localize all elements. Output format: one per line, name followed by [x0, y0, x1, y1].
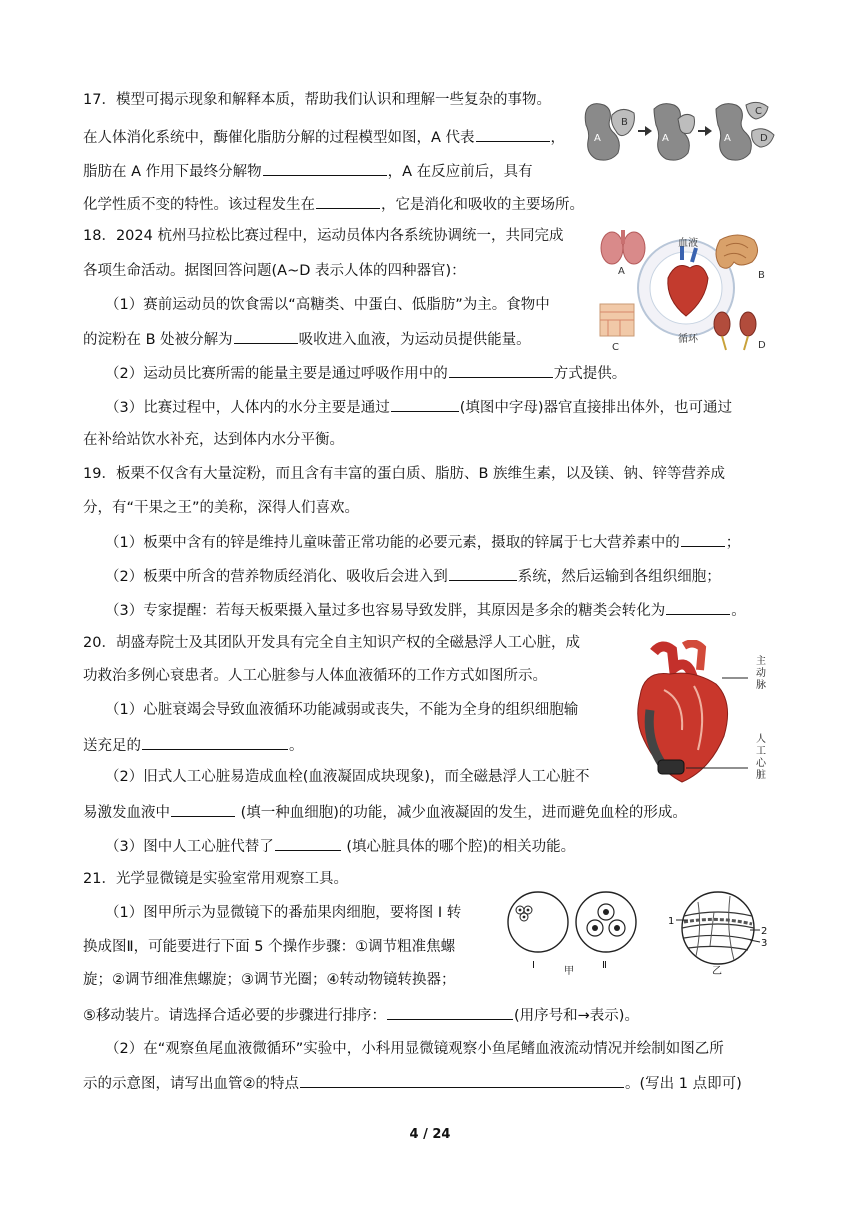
- fig-label: Ⅱ: [602, 960, 607, 971]
- q21-text: ⑤移动装片。请选择合适必要的步骤进行排序：: [83, 1008, 386, 1024]
- q18-part2: [105, 362, 626, 384]
- fig-label: 脏: [756, 770, 766, 781]
- answer-blank-21-1[interactable]: [387, 1004, 513, 1020]
- fig-label: C: [755, 106, 762, 117]
- answer-blank-18-2[interactable]: [449, 362, 553, 378]
- answer-blank-20-3[interactable]: [275, 835, 341, 851]
- q19-line2: 分，有“干果之王”的美称，深得人们喜欢。: [83, 500, 360, 516]
- q18-part1: （1）赛前运动员的饮食需以“高糖类、中蛋白、低脂肪”为主。食物中: [105, 297, 550, 313]
- q18-text: 的淀粉在 B 处被分解为: [83, 332, 233, 348]
- enzyme-model-figure: [582, 97, 777, 167]
- q20-text: 送充足的: [83, 738, 141, 754]
- q18-text: (填图中字母)器官直接排出体外，也可通过: [459, 400, 733, 416]
- q18-line1: 18．2024 杭州马拉松比赛过程中，运动员体内各系统协调统一，共同完成: [83, 228, 564, 244]
- q20-line2: 功救治多例心衰患者。人工心脏参与人体血液循环的工作方式如图所示。: [83, 668, 547, 684]
- q20-part1-cont: [83, 734, 304, 756]
- q19-part3: [105, 599, 746, 621]
- artificial-heart-figure: [624, 640, 780, 790]
- q20-text: 。: [289, 738, 304, 754]
- page-number: 4 / 24: [409, 1127, 451, 1142]
- fig-label: 血液: [678, 238, 698, 249]
- q17-text: 脂肪在 A 作用下最终分解物: [83, 164, 262, 180]
- q17-line3: [83, 160, 533, 182]
- organ-label: D: [758, 340, 766, 351]
- q19-text: （2）板栗中所含的营养物质经消化、吸收后会进入到: [105, 569, 448, 585]
- fig-label: 甲: [564, 966, 574, 976]
- q21-part2: （2）在“观察鱼尾血液微循环”实验中，小科用显微镜观察小鱼尾鳍血液流动情况并绘制如图乙所: [105, 1041, 724, 1057]
- fig-label: Ⅰ: [532, 960, 535, 971]
- fig-label: 动: [756, 668, 766, 679]
- q18-part3-cont: 在补给站饮水补充，达到体内水分平衡。: [83, 432, 344, 448]
- q17-line1: 17．模型可揭示现象和解释本质，帮助我们认识和理解一些复杂的事物。: [83, 92, 551, 108]
- answer-blank-21-2[interactable]: [300, 1072, 624, 1088]
- answer-blank-17-1[interactable]: [476, 126, 550, 142]
- fig-label: 循环: [678, 334, 698, 345]
- answer-blank-18-3[interactable]: [391, 396, 459, 412]
- q19-text: （1）板栗中含有的锌是维持儿童味蕾正常功能的必要元素，摄取的锌属于七大营养素中的: [105, 535, 680, 551]
- fig-label: 工: [756, 746, 766, 757]
- answer-blank-19-3[interactable]: [666, 599, 730, 615]
- q18-text: （2）运动员比赛所需的能量主要是通过呼吸作用中的: [105, 366, 448, 382]
- q18-text: 方式提供。: [553, 366, 627, 382]
- q20-text: （3）图中人工心脏代替了: [105, 839, 274, 855]
- q20-part1: （1）心脏衰竭会导致血液循环功能减弱或丧失，不能为全身的组织细胞输: [105, 702, 579, 718]
- q21-text: (用序号和→表示)。: [514, 1008, 639, 1024]
- q21-part1-cont1: 换成图Ⅱ，可能要进行下面 5 个操作步骤：①调节粗准焦螺: [83, 939, 456, 955]
- q19-text: （3）专家提醒：若每天板栗摄入量过多也容易导致发胖，其原因是多余的糖类会转化为: [105, 603, 666, 619]
- q17-line4: [83, 193, 584, 215]
- q19-part1: [105, 531, 740, 553]
- fig-label: A: [662, 133, 669, 144]
- answer-blank-19-2[interactable]: [449, 565, 517, 581]
- fig-label: 主: [756, 656, 766, 667]
- organ-label: B: [758, 270, 765, 281]
- answer-blank-19-1[interactable]: [681, 531, 725, 547]
- fig-label: 心: [756, 758, 766, 769]
- fig-label: 2: [761, 926, 768, 937]
- q19-text: 系统，然后运输到各组织细胞；: [517, 569, 721, 585]
- q21-part1: （1）图甲所示为显微镜下的番茄果肉细胞，要将图 I 转: [105, 905, 462, 921]
- q18-part3: [105, 396, 732, 418]
- q17-line2: [83, 126, 565, 148]
- q20-text: (填一种血细胞)的功能，减少血液凝固的发生，进而避免血栓的形成。: [236, 805, 687, 821]
- q20-text: (填心脏具体的哪个腔)的相关功能。: [341, 839, 576, 855]
- q17-text: ，A 在反应前后，具有: [387, 164, 533, 180]
- q18-line2: 各项生命活动。据图回答问题(A~D 表示人体的四种器官)：: [83, 263, 466, 279]
- fig-label: B: [621, 117, 628, 128]
- q21-line1: 21．光学显微镜是实验室常用观察工具。: [83, 871, 348, 887]
- q21-part1-cont2: 旋；②调节细准焦螺旋；③调节光圈；④转动物镜转换器；: [83, 972, 456, 988]
- answer-blank-17-2[interactable]: [263, 160, 387, 176]
- q20-text: 易激发血液中: [83, 805, 170, 821]
- q20-part3: [105, 835, 575, 857]
- q20-part2-cont: [83, 801, 687, 823]
- fig-label: D: [760, 133, 768, 144]
- q21-text: 示的示意图，请写出血管②的特点: [83, 1076, 299, 1092]
- fig-label: 脉: [756, 680, 766, 691]
- fig-label: 3: [761, 938, 768, 949]
- microscope-figures: [498, 890, 768, 976]
- answer-blank-17-3[interactable]: [316, 193, 380, 209]
- q20-part2: （2）旧式人工心脏易造成血栓(血液凝固成块现象)，而全磁悬浮人工心脏不: [105, 769, 590, 785]
- q18-part1-cont: [83, 328, 531, 350]
- q21-part2-cont: [83, 1072, 742, 1094]
- organ-label: C: [612, 342, 619, 353]
- q17-text: 化学性质不变的特性。该过程发生在: [83, 197, 315, 213]
- q17-text: ，它是消化和吸收的主要场所。: [381, 197, 584, 213]
- q18-text: 吸收进入血液，为运动员提供能量。: [298, 332, 531, 348]
- answer-blank-18-1[interactable]: [234, 328, 298, 344]
- fig-label: 1: [668, 916, 675, 927]
- organs-figure: [598, 226, 778, 354]
- q19-text: 。: [731, 603, 746, 619]
- fig-label: A: [724, 133, 731, 144]
- fig-label: 人: [756, 734, 766, 745]
- answer-blank-20-1[interactable]: [142, 734, 288, 750]
- q21-text: 。(写出 1 点即可): [625, 1076, 742, 1092]
- q17-text: ，: [550, 130, 566, 146]
- q19-line1: 19．板栗不仅含有大量淀粉，而且含有丰富的蛋白质、脂肪、B 族维生素，以及镁、钠、锌等营养成: [83, 466, 726, 482]
- q21-part1-cont3: [83, 1004, 639, 1026]
- q17-text: 在人体消化系统中，酶催化脂肪分解的过程模型如图，A 代表: [83, 130, 475, 146]
- organ-label: A: [618, 266, 625, 277]
- answer-blank-20-2[interactable]: [171, 801, 235, 817]
- fig-label: A: [594, 133, 601, 144]
- q19-part2: [105, 565, 721, 587]
- q18-text: （3）比赛过程中，人体内的水分主要是通过: [105, 400, 390, 416]
- q19-text: ；: [725, 535, 741, 551]
- fig-label: 乙: [712, 966, 722, 976]
- q20-line1: 20．胡盛寿院士及其团队开发具有完全自主知识产权的全磁悬浮人工心脏，成: [83, 635, 580, 651]
